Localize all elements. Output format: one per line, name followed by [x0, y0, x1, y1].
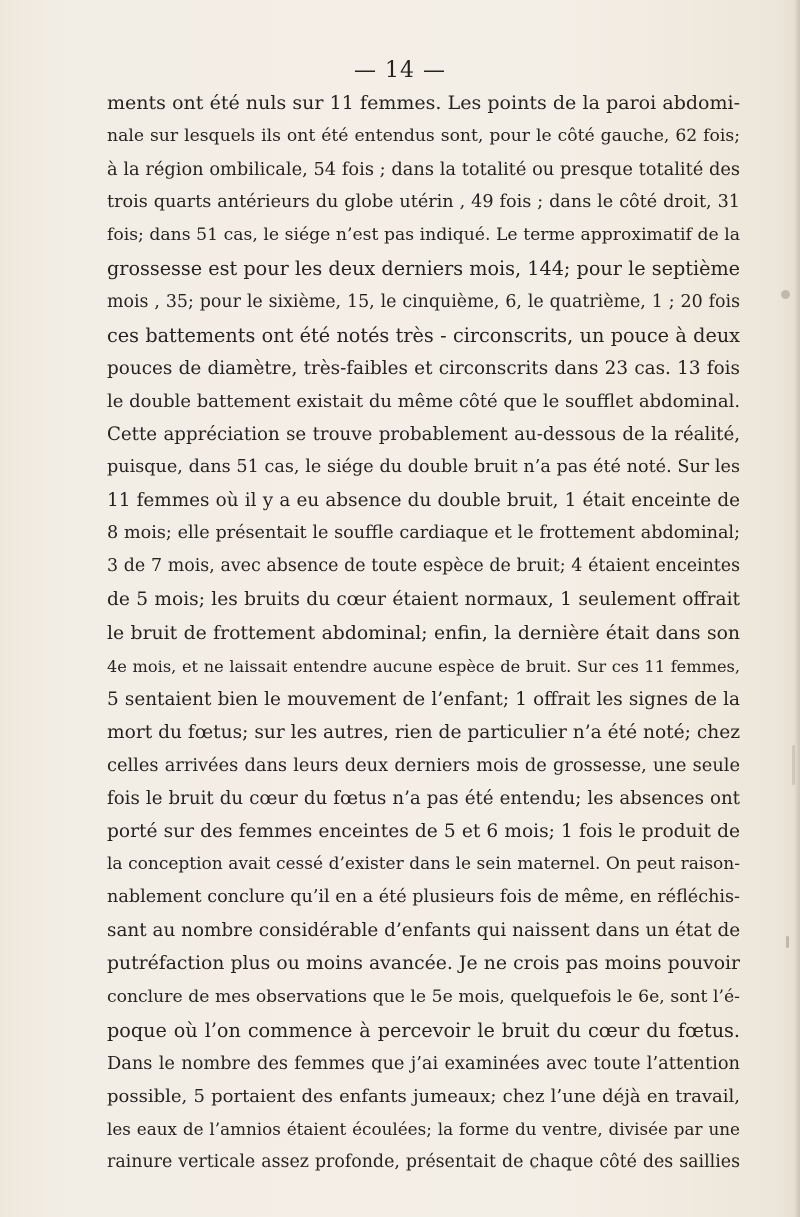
text-line: 8 mois; elle présentait le souffle cardiaque et le frottement abdominal;	[107, 523, 740, 544]
text-line: celles arrivées dans leurs deux derniers mois de grossesse, une seule	[107, 754, 740, 776]
paper-speck	[781, 290, 790, 299]
text-line: ces battements ont été notés très - circonscrits, un pouce à deux	[107, 323, 740, 347]
text-line: possible, 5 portaient des enfants jumeaux; chez l’une déjà en travail,	[107, 1085, 740, 1107]
page-edge-shadow	[794, 0, 800, 1217]
text-line: la conception avait cessé d’exister dans le sein maternel. On peut raison-	[107, 854, 740, 875]
paper-speck	[532, 1165, 536, 1169]
text-line: à la région ombilicale, 54 fois ; dans la totalité ou presque totalité des	[107, 159, 740, 181]
text-line: grossesse est pour les deux derniers mois, 144; pour le septième	[107, 257, 740, 281]
text-line: nablement conclure qu’il en a été plusieurs fois de même, en réfléchis-	[107, 887, 740, 908]
text-line: poque où l’on commence à percevoir le bruit du cœur du fœtus.	[107, 1018, 740, 1042]
text-line: rainure verticale assez profonde, présentait de chaque côté des saillies	[107, 1152, 740, 1172]
text-line: trois quarts antérieurs du globe utérin , 49 fois ; dans le côté droit, 31	[107, 192, 740, 213]
text-line: mois , 35; pour le sixième, 15, le cinquième, 6, le quatrième, 1 ; 20 fois	[107, 291, 740, 312]
text-line: sant au nombre considérable d’enfants qui naissent dans un état de	[107, 920, 741, 942]
text-line: Dans le nombre des femmes que j’ai examinées avec toute l’attention	[107, 1052, 740, 1074]
body-text	[107, 87, 740, 1179]
text-line: de 5 mois; les bruits du cœur étaient normaux, 1 seulement offrait	[107, 589, 740, 611]
text-line: mort du fœtus; sur les autres, rien de particulier n’a été noté; chez	[107, 721, 741, 743]
text-line: 5 sentaient bien le mouvement de l’enfant; 1 offrait les signes de la	[107, 688, 740, 710]
text-line: les eaux de l’amnios étaient écoulées; la forme du ventre, divisée par une	[107, 1118, 740, 1139]
text-line: 4e mois, et ne laissait entendre aucune espèce de bruit. Sur ces 11 femmes,	[107, 656, 740, 676]
text-line: nale sur lesquels ils ont été entendus sont, pour le côté gauche, 62 fois;	[107, 126, 740, 147]
text-line: pouces de diamètre, très-faibles et circonscrits dans 23 cas. 13 fois	[107, 357, 740, 379]
text-line: 3 de 7 mois, avec absence de toute espèce de bruit; 4 étaient enceintes	[107, 556, 740, 577]
text-line: ments ont été nuls sur 11 femmes. Les points de la paroi abdomi-	[107, 92, 740, 114]
text-line: Cette appréciation se trouve probablement au-dessous de la réalité,	[107, 423, 740, 445]
paper-speck	[786, 936, 789, 948]
text-line: fois; dans 51 cas, le siége n’est pas indiqué. Le terme approximatif de la	[107, 225, 740, 246]
text-line: 11 femmes où il y a eu absence du double bruit, 1 était enceinte de	[107, 490, 740, 512]
text-line: puisque, dans 51 cas, le siége du double bruit n’a pas été noté. Sur les	[107, 457, 740, 478]
text-line: le double battement existait du même côté que le soufflet abdominal.	[107, 390, 741, 412]
text-line: le bruit de frottement abdominal; enfin, la dernière était dans son	[107, 622, 740, 644]
text-line: putréfaction plus ou moins avancée. Je ne crois pas moins pouvoir	[107, 953, 740, 975]
text-line: porté sur des femmes enceintes de 5 et 6 mois; 1 fois le produit de	[107, 821, 740, 843]
text-line: fois le bruit du cœur du fœtus n’a pas été entendu; les absences ont	[107, 787, 740, 809]
page-number: — 14 —	[354, 58, 446, 83]
text-line: conclure de mes observations que le 5e mois, quelquefois le 6e, sont l’é-	[107, 986, 740, 1007]
